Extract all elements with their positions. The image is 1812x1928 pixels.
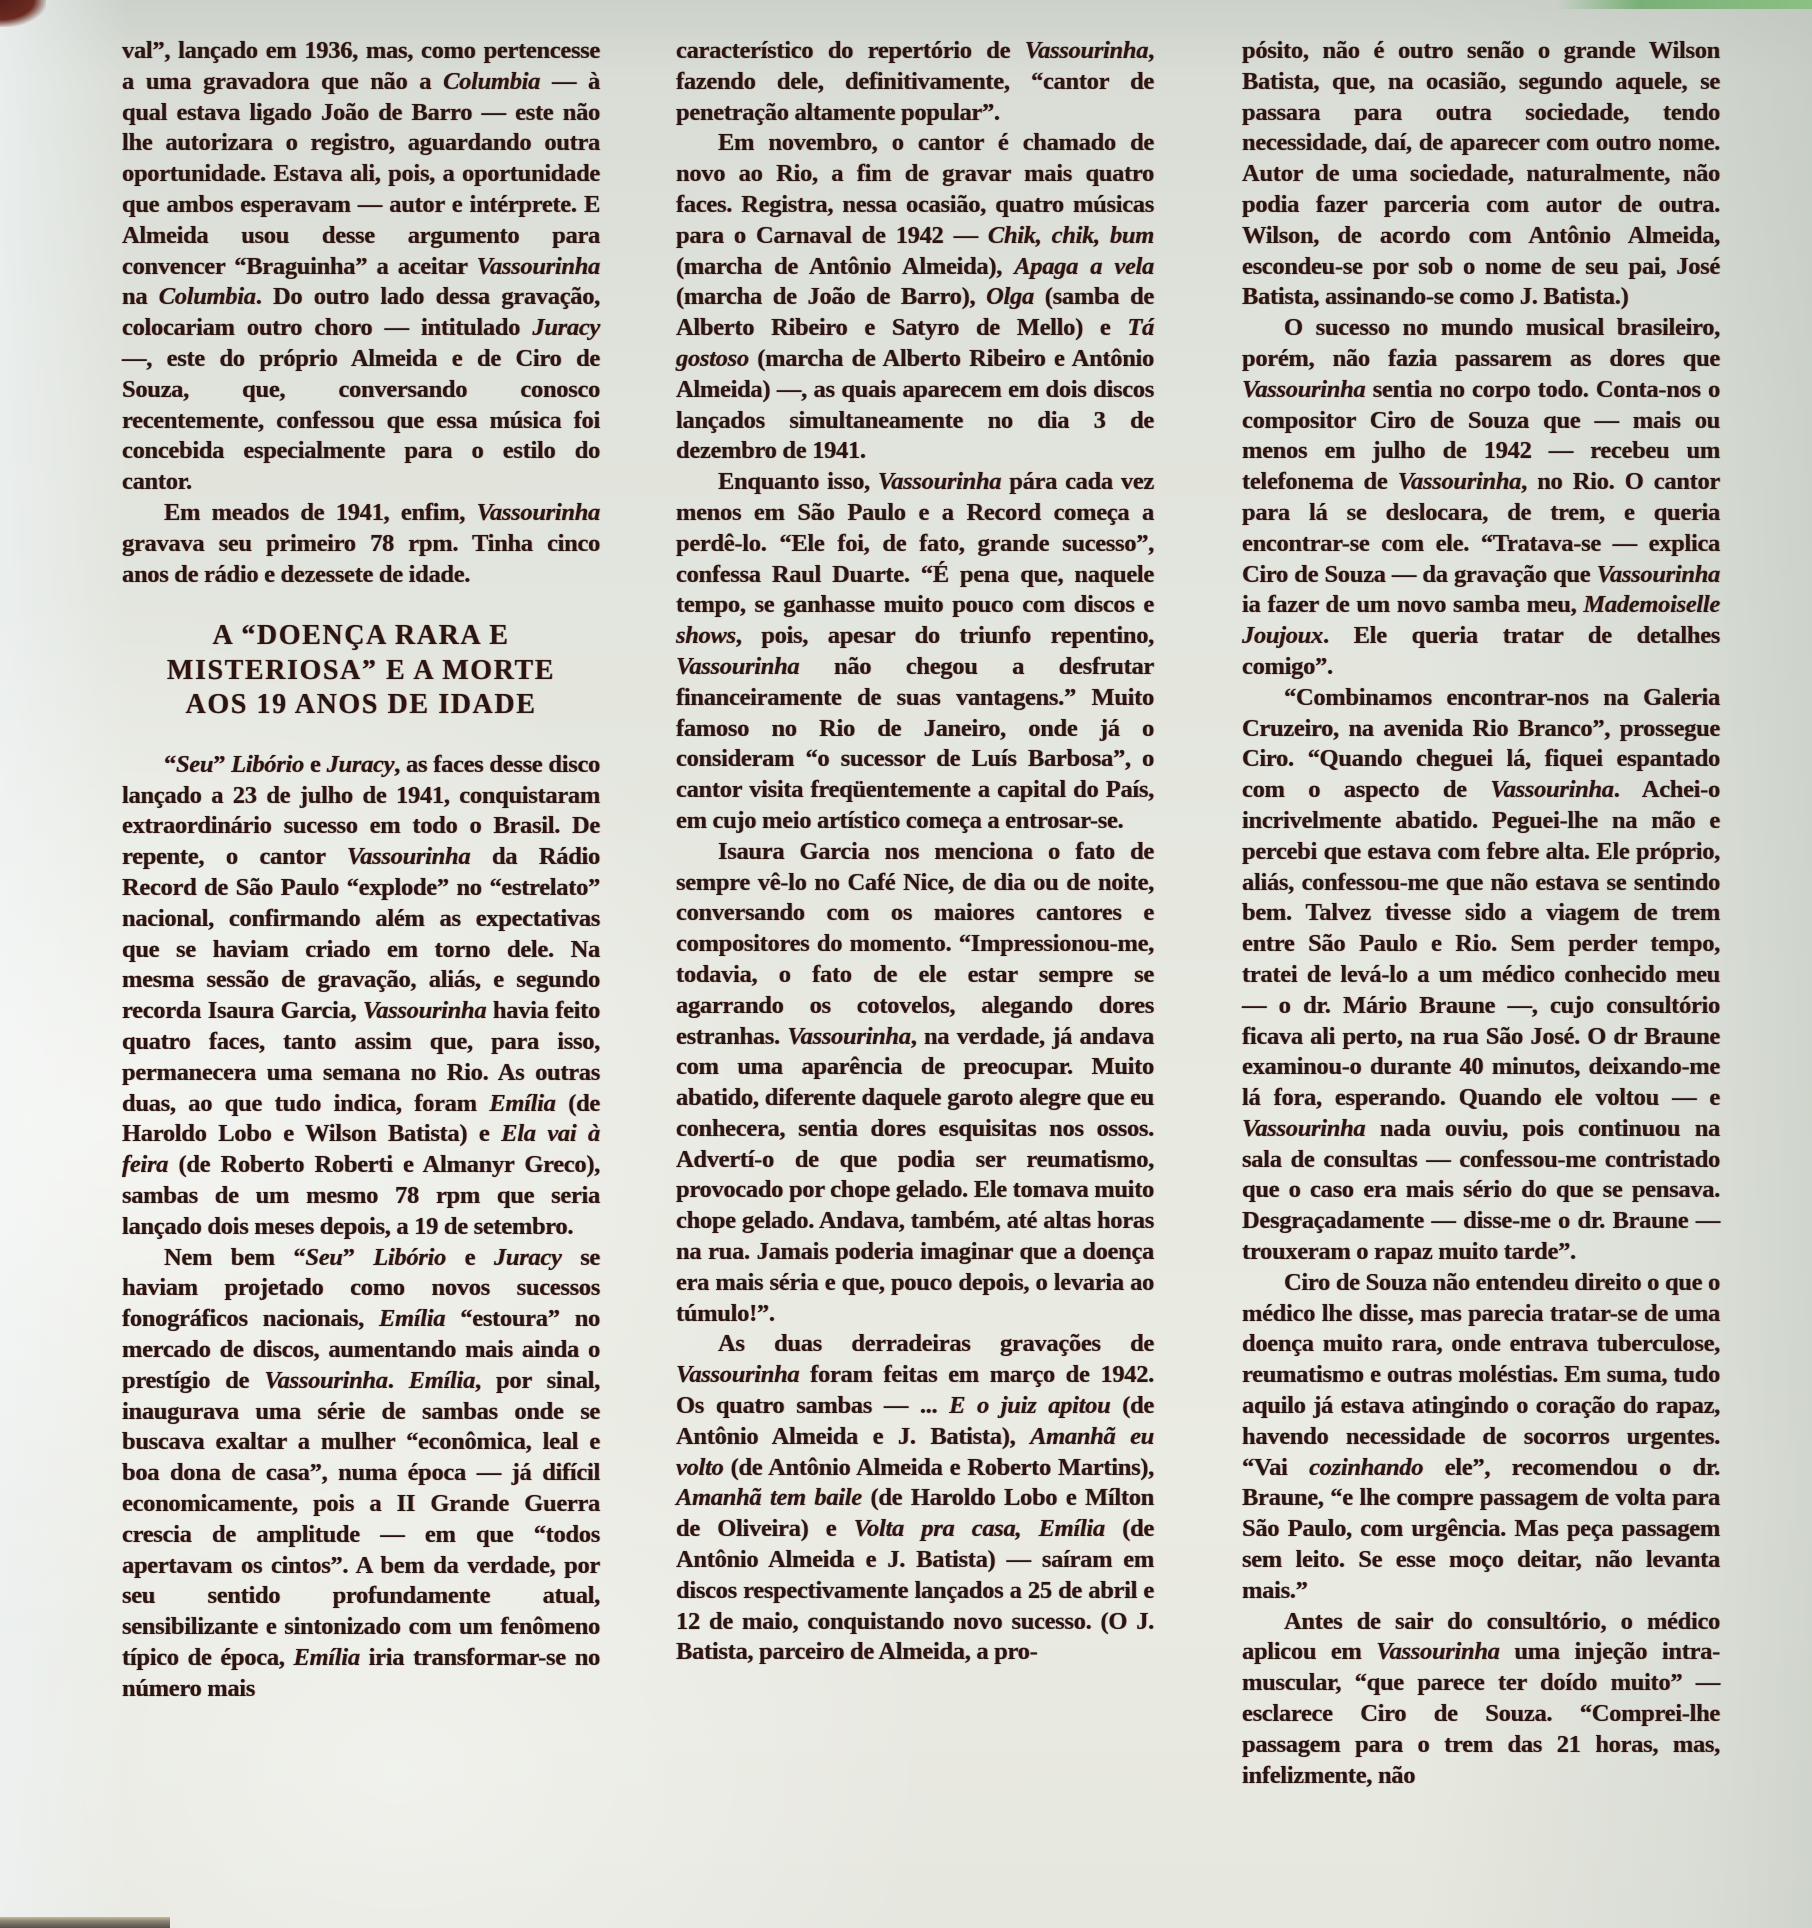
section-heading: A “DOENÇA RARA E MISTERIOSA” E A MORTE AOS 19 ANOS DE IDADE xyxy=(166,620,556,721)
paragraph: “Combinamos encontrar-nos na Galeria Cruzeiro, na avenida Rio Branco”, prossegue Ciro. “Quando cheguei lá, fiquei espantado com o aspecto de Vassourinha. Achei-o incrivelmente abatido. Peguei-lhe na mão e percebi que estava com febre alta. Ele próprio, aliás, confessou-me que não estava se sentindo bem. Talvez tivesse sido a viagem de trem entre São Paulo e Rio. Sem perder tempo, tratei de levá-lo a um médico conhecido meu — o dr. Mário Braune —, cujo consultório ficava ali perto, na rua São José. O dr Braune examinou-o durante 40 minutos, deixando-me lá fora, esperando. Quando ele voltou — e Vassourinha nada ouviu, pois continuou na sala de consultas — confessou-me contristado que o caso era mais sério do que se pensava. Desgraçadamente — disse-me o dr. Braune — trouxeram o rapaz muito tarde”. xyxy=(1242,683,1720,1266)
italic-phrase: Columbia xyxy=(443,67,541,95)
scan-artifact-top-left-blob xyxy=(0,0,46,27)
italic-phrase: Emília xyxy=(378,1305,446,1333)
italic-phrase: Juracy xyxy=(493,1243,562,1271)
italic-phrase: Amanhã eu volto xyxy=(676,1422,1154,1481)
italic-phrase: Vassourinha xyxy=(476,252,600,280)
scan-artifact-bottom-left-bar xyxy=(0,1917,170,1928)
italic-phrase: Seu xyxy=(305,1243,343,1271)
italic-phrase: Mademoiselle Joujoux xyxy=(1242,591,1720,650)
italic-phrase: Amanhã tem baile xyxy=(676,1484,862,1512)
italic-phrase: Olga xyxy=(986,283,1034,311)
italic-phrase: Vassourinha xyxy=(676,652,800,680)
italic-phrase: Vassourinha xyxy=(787,1022,911,1050)
paragraph: Antes de sair do consultório, o médico aplicou em Vassourinha uma injeção intra-muscular, “que parece ter doído muito” — esclarece Ciro de Souza. “Comprei-lhe passagem para o trem das 21 horas, mas, infelizmente, não xyxy=(1242,1607,1720,1789)
paragraph: val”, lançado em 1936, mas, como pertencesse a uma gravadora que não a Columbia — à qual estava ligado João de Barro — este não lhe autorizara o registro, aguardando outra oportunidade. Estava ali, pois, a oportunidade que ambos esperavam — autor e intérprete. E Almeida usou desse argumento para convencer “Braguinha” a aceitar Vassourinha na Columbia. Do outro lado dessa gravação, colocariam outro choro — intitulado Juracy —, este do próprio Almeida e de Ciro de Souza, que, conversando conosco recentemente, confessou que essa música foi concebida especialmente para o estilo do cantor. xyxy=(122,37,600,496)
italic-phrase: Chik, chik, bum xyxy=(987,221,1155,249)
italic-phrase: shows xyxy=(676,622,736,650)
italic-phrase: Emília xyxy=(489,1089,556,1117)
italic-phrase: Vassourinha xyxy=(1242,375,1366,403)
italic-phrase: Vassourinha xyxy=(264,1366,388,1394)
italic-phrase: Columbia xyxy=(158,283,256,311)
paragraph: “Seu” Libório e Juracy, as faces desse disco lançado a 23 de julho de 1941, conquistaram extraordinário sucesso em todo o Brasil. De repente, o cantor Vassourinha da Rádio Record de São Paulo “explode” no “estrelato” nacional, confirmando além as expectativas que se haviam criado em torno dele. Na mesma sessão de gravação, aliás, e segundo recorda Isaura Garcia, Vassourinha havia feito quatro faces, tanto assim que, para isso, permanecera uma semana no Rio. As outras duas, ao que tudo indica, foram Emília (de Haroldo Lobo e Wilson Batista) e Ela vai à feira (de Roberto Roberti e Almanyr Greco), sambas de um mesmo 78 rpm que seria lançado dois meses depois, a 19 de setembro. xyxy=(122,750,600,1240)
italic-phrase: Libório xyxy=(231,750,304,778)
text-column-2 xyxy=(676,36,1154,1668)
italic-phrase: Juracy xyxy=(326,750,395,778)
italic-phrase: cozinhando xyxy=(1309,1453,1424,1481)
italic-phrase: Vassourinha xyxy=(1397,468,1522,496)
paragraph: pósito, não é outro senão o grande Wilson Batista, que, na ocasião, segundo aquele, se passara para outra sociedade, tendo necessidade, daí, de aparecer com outro nome. Autor de uma sociedade, naturalmente, não podia fazer parceria com autor de outra. Wilson, de acordo com Antônio Almeida, escondeu-se por sob o nome de seu pai, José Batista, assinando-se como J. Batista.) xyxy=(1242,37,1720,311)
italic-phrase: Emília xyxy=(408,1366,476,1394)
paragraph: As duas derradeiras gravações de Vassourinha foram feitas em março de 1942. Os quatro sambas — ... E o juiz apitou (de Antônio Almeida e J. Batista), Amanhã eu volto (de Antônio Almeida e Roberto Martins), Amanhã tem baile (de Haroldo Lobo e Mílton de Oliveira) e Volta pra casa, Emília (de Antônio Almeida e J. Batista) — saíram em discos respectivamente lançados a 25 de abril e 12 de maio, conquistando novo sucesso. (O J. Batista, parceiro de Almeida, a pro- xyxy=(676,1330,1154,1666)
italic-phrase: Vassourinha xyxy=(1242,1114,1366,1142)
text-column-1 xyxy=(122,36,600,1705)
italic-phrase: Emília xyxy=(293,1643,360,1671)
text-column-3 xyxy=(1242,36,1720,1791)
italic-phrase: Libório xyxy=(373,1243,446,1271)
italic-phrase: Vassourinha xyxy=(362,997,487,1025)
italic-phrase: E o juiz apitou xyxy=(949,1392,1111,1420)
italic-phrase: Tá gostoso xyxy=(676,314,1154,372)
italic-phrase: Vassourinha xyxy=(1376,1638,1500,1666)
italic-phrase: Ela vai à feira xyxy=(122,1120,600,1179)
italic-phrase: Vassourinha xyxy=(476,498,600,526)
paragraph: O sucesso no mundo musical brasileiro, porém, não fazia passarem as dores que Vassourinha sentia no corpo todo. Conta-nos o compositor Ciro de Souza que — mais ou menos em julho de 1942 — recebeu um telefonema de Vassourinha, no Rio. O cantor para lá se deslocara, de trem, e queria encontrar-se com ele. “Tratava-se — explica Ciro de Souza — da gravação que Vassourinha ia fazer de um novo samba meu, Mademoiselle Joujoux. Ele queria tratar de detalhes comigo”. xyxy=(1242,314,1720,680)
paragraph: Enquanto isso, Vassourinha pára cada vez menos em São Paulo e a Record começa a perdê-lo. “Ele foi, de fato, grande sucesso”, confessa Raul Duarte. “É pena que, naquele tempo, se ganhasse muito pouco com discos e shows, pois, apesar do triunfo repentino, Vassourinha não chegou a desfrutar financeiramente de suas vantagens.” Muito famoso no Rio de Janeiro, onde já o consideram “o sucessor de Luís Barbosa”, o cantor visita freqüentemente a capital do País, em cujo meio artístico começa a entrosar-se. xyxy=(676,468,1154,834)
italic-phrase: Juracy xyxy=(532,314,600,342)
scan-artifact-top-edge-green xyxy=(1557,0,1812,9)
paragraph: Isaura Garcia nos menciona o fato de sempre vê-lo no Café Nice, de dia ou de noite, conversando com os maiores cantores e compositores do momento. “Impressionou-me, todavia, o fato de ele estar sempre se agarrando os cotovelos, alegando dores estranhas. Vassourinha, na verdade, já andava com uma aparência de preocupar. Muito abatido, diferente daquele garoto alegre que eu conhecera, sentia dores esquisitas nos ossos. Advertí-o de que podia ser reumatismo, provocado por chope gelado. Ele tomava muito chope gelado. Andava, também, até altas horas na rua. Jamais poderia imaginar que a doença era mais séria e que, pouco depois, o levaria ao túmulo!”. xyxy=(676,837,1154,1327)
paragraph: característico do repertório de Vassourinha, fazendo dele, definitivamente, “cantor de penetração altamente popular”. xyxy=(676,37,1154,126)
italic-phrase: Vassourinha xyxy=(1490,776,1614,804)
italic-phrase: Seu xyxy=(175,750,214,778)
paragraph: Em meados de 1941, enfim, Vassourinha gravava seu primeiro 78 rpm. Tinha cinco anos de rádio e dezessete de idade. xyxy=(122,498,600,588)
italic-phrase: Apaga a vela xyxy=(1014,252,1154,280)
italic-phrase: Vassourinha xyxy=(877,468,1002,496)
italic-phrase: Volta pra casa, Emília xyxy=(853,1515,1105,1543)
italic-phrase: Vassourinha xyxy=(346,843,471,871)
italic-phrase: Vassourinha xyxy=(676,1361,800,1389)
italic-phrase: Vassourinha xyxy=(1024,37,1149,64)
paragraph: Ciro de Souza não entendeu direito o que o médico lhe disse, mas parecia tratar-se de uma doença muito rara, onde entrava tuberculose, reumatismo e outras moléstias. Em suma, tudo aquilo já estava atingindo o coração do rapaz, havendo necessidade de socorros urgentes. “Vai cozinhando ele”, recomendou o dr. Braune, “e lhe compre passagem de volta para São Paulo, com urgência. Mas peça passagem sem leito. Se esse moço deitar, não levanta mais.” xyxy=(1242,1268,1720,1604)
paragraph: Em novembro, o cantor é chamado de novo ao Rio, a fim de gravar mais quatro faces. Registra, nessa ocasião, quatro músicas para o Carnaval de 1942 — Chik, chik, bum (marcha de Antônio Almeida), Apaga a vela (marcha de João de Barro), Olga (samba de Alberto Ribeiro e Satyro de Mello) e Tá gostoso (marcha de Alberto Ribeiro e Antônio Almeida) —, as quais aparecem em dois discos lançados simultaneamente no dia 3 de dezembro de 1941. xyxy=(676,129,1155,465)
paragraph: Nem bem “Seu” Libório e Juracy se haviam projetado como novos sucessos fonográficos nacionais, Emília “estoura” no mercado de discos, aumentando mais ainda o prestígio de Vassourinha. Emília, por sinal, inaugurava uma série de sambas onde se buscava exaltar a mulher “econômica, leal e boa dona de casa”, numa época — já difícil economicamente, pois a II Grande Guerra crescia de amplitude — em que “todos apertavam os cintos”. A bem da verdade, por seu sentido profundamente atual, sensibilizante e sintonizado com um fenômeno típico de época, Emília iria transformar-se no número mais xyxy=(122,1243,601,1702)
italic-phrase: Vassourinha xyxy=(1596,560,1720,588)
